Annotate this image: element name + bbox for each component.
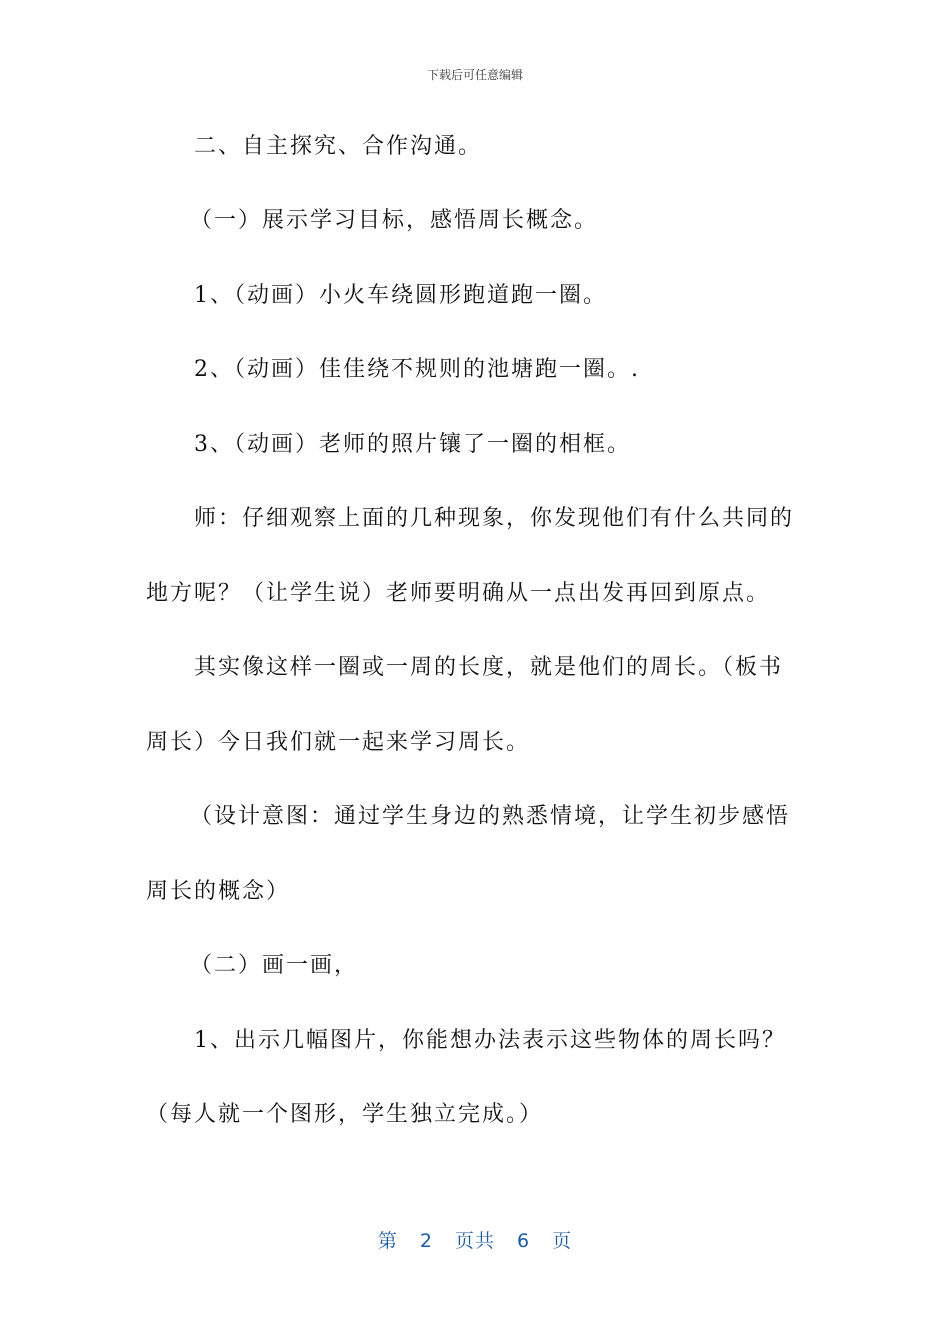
paragraph-line: 其实像这样一圈或一周的长度，就是他们的周长。（板书 bbox=[194, 655, 784, 680]
list-item: 2、（动画）佳佳绕不规则的池塘跑一圈。. bbox=[194, 357, 640, 382]
paragraph-line: （每人就一个图形，学生独立完成。） bbox=[146, 1102, 544, 1127]
footer-middle: 页共 bbox=[454, 1230, 495, 1252]
paragraph-line: 地方呢？（让学生说）老师要明确从一点出发再回到原点。 bbox=[146, 581, 771, 606]
footer-page-number: 2 bbox=[419, 1230, 433, 1252]
list-item: 3、（动画）老师的照片镶了一圈的相框。 bbox=[194, 432, 631, 457]
paragraph-line: 周长）今日我们就一起来学习周长。 bbox=[146, 730, 531, 755]
paragraph-line: 周长的概念） bbox=[146, 879, 291, 904]
subsection-heading: （一）展示学习目标，感悟周长概念。 bbox=[190, 208, 599, 233]
list-item: 1、（动画）小火车绕圆形跑道跑一圈。 bbox=[194, 283, 607, 308]
section-heading: 二、自主探究、合作沟通。 bbox=[194, 134, 483, 159]
footer-suffix: 页 bbox=[552, 1230, 573, 1252]
paragraph-line: （设计意图：通过学生身边的熟悉情境，让学生初步感悟 bbox=[190, 804, 791, 829]
footer-prefix: 第 bbox=[377, 1230, 398, 1252]
page-header: 下载后可任意编辑 bbox=[426, 68, 523, 82]
list-item: 1、出示几幅图片，你能想办法表示这些物体的周长吗？ bbox=[194, 1028, 786, 1053]
paragraph-line: 师：仔细观察上面的几种现象，你发现他们有什么共同的 bbox=[194, 506, 795, 531]
page-footer bbox=[0, 1226, 950, 1253]
footer-total-pages: 6 bbox=[517, 1230, 531, 1252]
subsection-heading: （二）画一画， bbox=[190, 953, 359, 978]
